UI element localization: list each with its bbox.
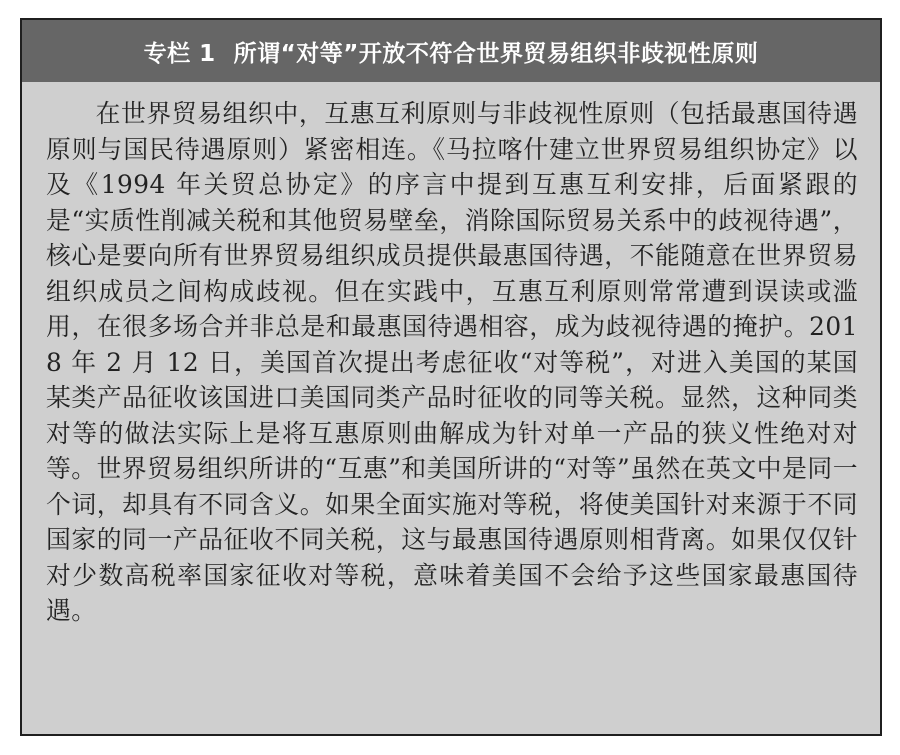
box-heading — [144, 35, 759, 68]
box-label: 专栏 1 — [143, 40, 216, 67]
sidebar-box — [20, 18, 882, 736]
box-paragraph: 在世界贸易组织中，互惠互利原则与非歧视性原则（包括最惠国待遇原则与国民待遇原则）紧密相连。《马拉喀什建立世界贸易组织协定》以及《1994 年关贸总协定》的序言中提到互惠互利安排，后面紧跟的是“实质性削减关税和其他贸易壁垒，消除国际贸易关系中的歧视待遇”，核心是要向所有世界贸易组织成员提供最惠国待遇，不能随意在世界贸易组织成员之间构成歧视。但在实践中，互惠互利原则常常遭到误读或滥用，在很多场合并非总是和最惠国待遇相容，成为歧视待遇的掩护。2018 年 2 月 12 日，美国首次提出考虑征收“对等税”，对进入美国的某国某类产品征收该国进口美国同类产品时征收的同等关税。显然，这种同类对等的做法实际上是将互惠原则曲解成为针对单一产品的狭义性绝对对等。世界贸易组织所讲的“互惠”和美国所讲的“对等”虽然在英文中是同一个词，却具有不同含义。如果全面实施对等税，将使美国针对来源于不同国家的同一产品征收不同关税，这与最惠国待遇原则相背离。如果仅仅针对少数高税率国家征收对等税，意味着美国不会给予这些国家最惠国待遇。 — [46, 99, 858, 625]
box-header — [22, 20, 880, 82]
box-title: 所谓“对等”开放不符合世界贸易组织非歧视性原则 — [233, 40, 759, 67]
